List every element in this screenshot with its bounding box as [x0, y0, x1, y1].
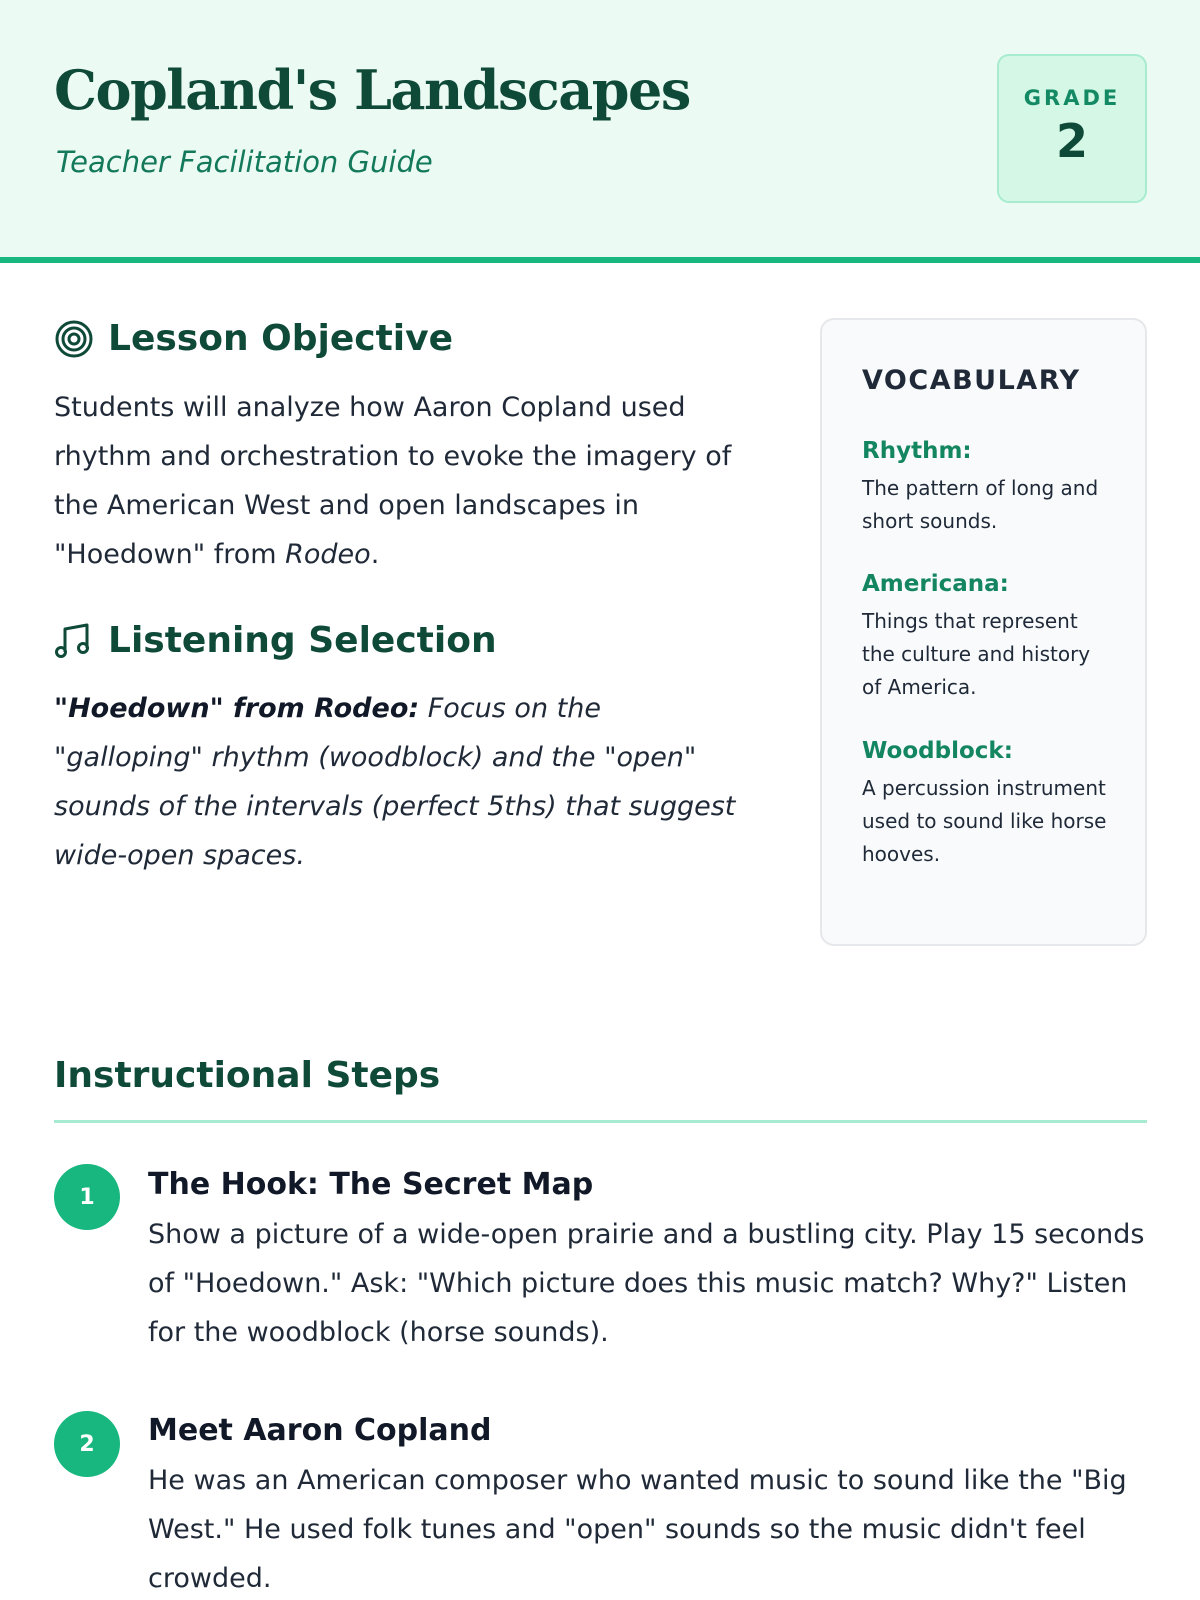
vocab-term: Woodblock:	[862, 738, 1013, 764]
listening-desc: Focus on the "galloping" rhythm (woodblock) and the "open" sounds of the intervals (perfect 5ths) that suggest wide-open spaces.	[54, 693, 736, 871]
music-note-icon	[54, 621, 94, 661]
vocab-definition: The pattern of long and short sounds.	[862, 476, 1099, 533]
grade-badge	[997, 54, 1147, 203]
vocabulary-title: VOCABULARY	[862, 365, 1081, 396]
step-text: He was an American composer who wanted music to sound like the "Big West." He used folk tunes and "open" sounds so the music didn't feel crowded.	[148, 1465, 1127, 1594]
target-icon	[54, 319, 94, 359]
vocab-definition: Things that represent the culture and history of America.	[862, 609, 1091, 699]
listening-lead: "Hoedown" from Rodeo:	[54, 693, 420, 724]
grade-label: GRADE	[1023, 86, 1121, 110]
step-text: Show a picture of a wide-open prairie and a bustling city. Play 15 seconds of "Hoedown." Ask: "Which picture does this music match? Why?" Listen for the woodblock (horse sounds).	[148, 1219, 1145, 1348]
page-subtitle: Teacher Facilitation Guide	[56, 145, 433, 179]
vocabulary-panel	[820, 318, 1147, 946]
steps-heading: Instructional Steps	[54, 1055, 441, 1096]
objective-text	[54, 383, 754, 579]
objective-text-end: .	[370, 539, 380, 570]
step-title: The Hook: The Secret Map	[148, 1167, 594, 1202]
grade-value: 2	[1055, 114, 1088, 168]
listening-heading	[54, 620, 497, 661]
vocab-definition: A percussion instrument used to sound like horse hooves.	[862, 776, 1107, 866]
step-number-badge: 1	[54, 1164, 120, 1230]
objective-text-main: Students will analyze how Aaron Copland used rhythm and orchestration to evoke the imagery of the American West and open landscapes in "Hoedown" from	[54, 392, 732, 570]
objective-heading	[54, 318, 453, 359]
objective-text-work: Rodeo	[285, 539, 371, 570]
step-title: Meet Aaron Copland	[148, 1413, 492, 1448]
vocab-term: Rhythm:	[862, 438, 972, 464]
vocab-term: Americana:	[862, 571, 1009, 597]
page-title: Copland's Landscapes	[54, 58, 690, 122]
listening-heading-label: Listening Selection	[108, 620, 497, 661]
page-header	[0, 0, 1200, 263]
objective-heading-label: Lesson Objective	[108, 318, 454, 359]
steps-divider	[54, 1120, 1147, 1123]
listening-text	[54, 684, 754, 880]
step-number-badge: 2	[54, 1411, 120, 1477]
